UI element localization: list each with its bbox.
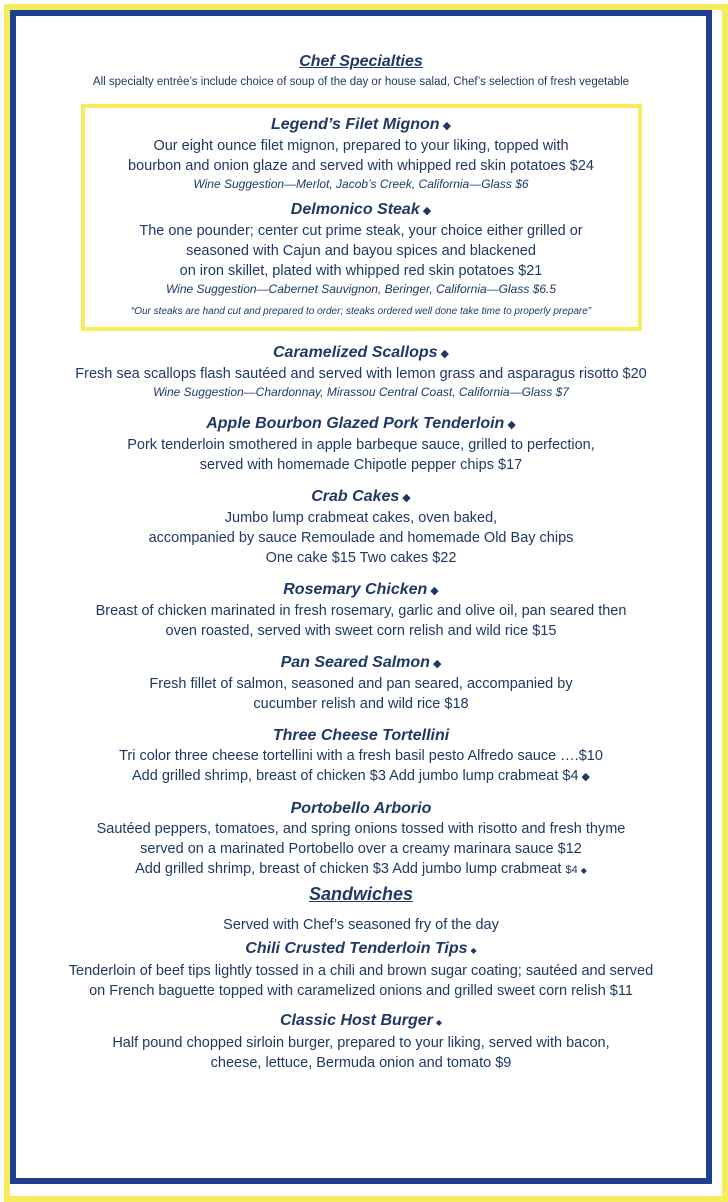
menu-item-pork	[16, 414, 706, 475]
diamond-icon: ◆	[581, 771, 590, 783]
item-desc-line: Jumbo lump crabmeat cakes, oven baked,	[224, 510, 498, 526]
diamond-icon: ◆	[442, 120, 452, 132]
item-desc-line: seasoned with Cajun and bayou spices and blackened	[186, 243, 536, 259]
menu-item-scallops	[16, 343, 706, 400]
sandwiches-title: Sandwiches	[308, 884, 414, 904]
item-desc-line: bourbon and onion glaze and served with whipped red skin potatoes $24	[128, 158, 594, 174]
menu-item-tenderloin-tips	[16, 939, 706, 1001]
menu-item-tortellini	[16, 726, 706, 787]
item-name: Portobello Arborio	[290, 800, 432, 817]
diamond-icon: ◆	[430, 585, 439, 597]
menu-item-delmonico	[85, 200, 638, 297]
item-name: Delmonico Steak	[290, 201, 420, 218]
menu-item-filet-mignon	[85, 115, 638, 192]
item-name: Caramelized Scallops	[273, 344, 438, 361]
wine-suggestion: Wine Suggestion—Merlot, Jacob’s Creek, California—Glass $6	[193, 177, 529, 191]
item-name: Three Cheese Tortellini	[272, 727, 450, 744]
item-name: Crab Cakes	[311, 488, 400, 505]
diamond-icon: ◆	[470, 946, 477, 955]
diamond-icon: ◆	[422, 205, 432, 217]
item-name: Legend’s Filet Mignon	[270, 116, 440, 133]
item-name: Pan Seared Salmon	[280, 654, 430, 671]
item-desc-line: accompanied by sauce Remoulade and homemade Old Bay chips	[148, 530, 574, 546]
item-name: Chili Crusted Tenderloin Tips	[245, 940, 468, 957]
wine-suggestion: Wine Suggestion—Cabernet Sauvignon, Beringer, California—Glass $6.5	[165, 282, 557, 296]
item-desc-line: Our eight ounce filet mignon, prepared to your liking, topped with	[153, 138, 569, 154]
menu-item-rosemary-chicken	[16, 580, 706, 641]
item-desc-line: Breast of chicken marinated in fresh rosemary, garlic and olive oil, pan seared then	[95, 603, 627, 619]
item-desc-line: Tenderloin of beef tips lightly tossed in a chili and brown sugar coating; sautéed and served	[68, 963, 654, 979]
diamond-icon: ◆	[432, 658, 442, 670]
item-desc-line: oven roasted, served with sweet corn relish and wild rice $15	[165, 623, 557, 639]
item-desc-line: The one pounder; center cut prime steak, your choice either grilled or	[139, 223, 583, 239]
wine-suggestion: Wine Suggestion—Chardonnay, Mirassou Central Coast, California—Glass $7	[153, 385, 569, 399]
item-name: Rosemary Chicken	[283, 581, 428, 598]
item-desc-line: Fresh sea scallops flash sautéed and served with lemon grass and asparagus risotto $20	[75, 366, 647, 382]
item-desc-line: Fresh fillet of salmon, seasoned and pan seared, accompanied by	[149, 676, 573, 692]
item-desc-line: Pork tenderloin smothered in apple barbeque sauce, grilled to perfection,	[127, 437, 595, 453]
menu-item-host-burger	[16, 1011, 706, 1073]
item-desc-line: One cake $15 Two cakes $22	[265, 550, 457, 566]
steak-box	[81, 104, 642, 331]
item-name: Apple Bourbon Glazed Pork Tenderloin	[206, 415, 505, 432]
item-desc-line: Half pound chopped sirloin burger, prepared to your liking, served with bacon,	[112, 1035, 610, 1051]
item-desc-line: served on a marinated Portobello over a creamy marinara sauce $12	[140, 841, 582, 857]
item-name: Classic Host Burger	[279, 1012, 433, 1029]
steak-note: “Our steaks are hand cut and prepared to order; steaks ordered well done take time to properly prepare”	[130, 306, 592, 317]
item-desc-line: on iron skillet, plated with whipped red skin potatoes $21	[179, 263, 543, 279]
diamond-icon: ◆	[435, 1018, 443, 1027]
specialties-intro: All specialty entrée’s include choice of soup of the day or house salad, Chef’s selection of fresh vegetable	[92, 76, 630, 88]
diamond-icon: ◆	[580, 866, 587, 875]
sandwiches-intro: Served with Chef’s seasoned fry of the day	[223, 917, 499, 933]
item-desc-line: cucumber relish and wild rice $18	[253, 696, 469, 712]
item-desc-line: Sautéed peppers, tomatoes, and spring onions tossed with risotto and fresh thyme	[96, 821, 626, 837]
menu-item-portobello	[16, 799, 706, 881]
menu-page	[16, 16, 706, 1073]
price-tail: $4	[565, 864, 578, 876]
chef-specialties-title: Chef Specialties	[299, 53, 423, 70]
item-desc-line: served with homemade Chipotle pepper chips $17	[199, 457, 523, 473]
menu-item-crab-cakes	[16, 487, 706, 568]
item-desc-line: on French baguette topped with caramelized onions and grilled sweet corn relish $11	[89, 983, 633, 999]
item-desc-line: Tri color three cheese tortellini with a fresh basil pesto Alfredo sauce ….$10	[119, 748, 603, 764]
item-desc-line: Add grilled shrimp, breast of chicken $3 Add jumbo lump crabmeat $4	[132, 768, 579, 784]
diamond-icon: ◆	[507, 419, 516, 431]
diamond-icon: ◆	[402, 492, 411, 504]
menu-item-salmon	[16, 653, 706, 714]
diamond-icon: ◆	[440, 348, 449, 360]
item-desc-line: Add grilled shrimp, breast of chicken $3 Add jumbo lump crabmeat	[135, 861, 562, 877]
item-desc-line: cheese, lettuce, Bermuda onion and tomato $9	[210, 1055, 512, 1071]
